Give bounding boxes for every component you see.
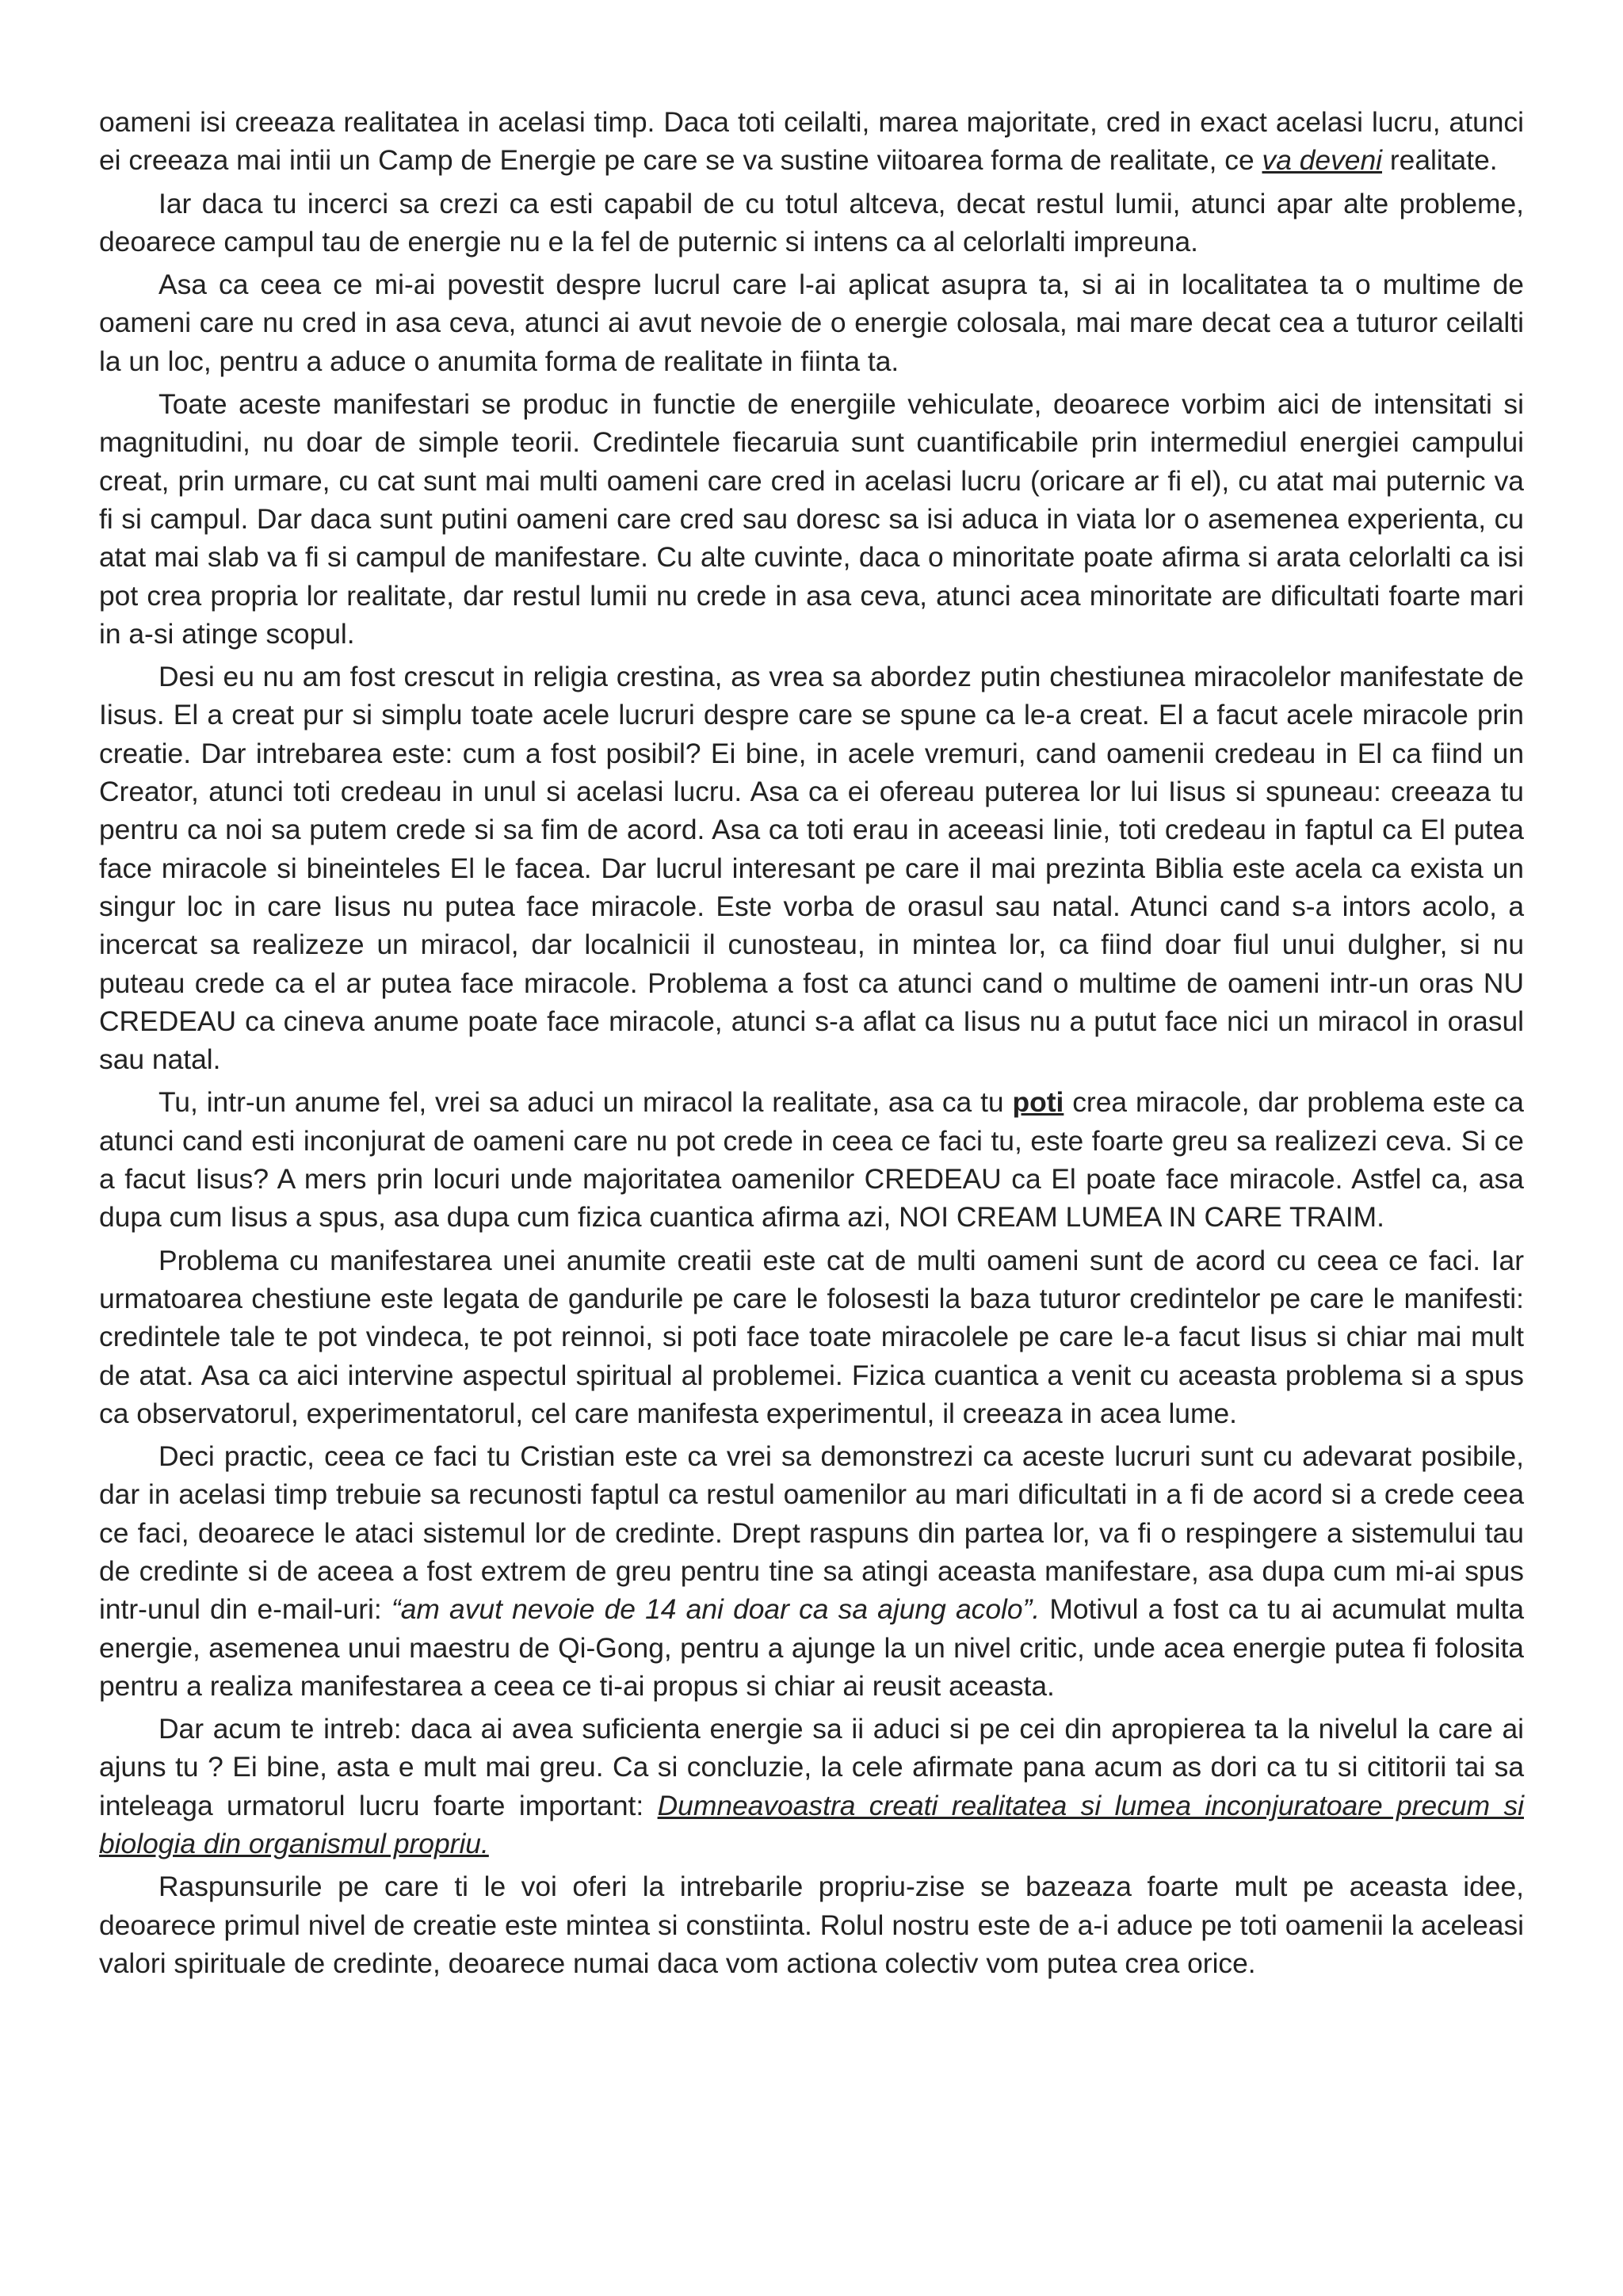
paragraph-6-text: Tu, intr-un anume fel, vrei sa aduci un miracol la realitate, asa ca tu xyxy=(158,1086,1013,1119)
paragraph-8-text-end: Motivul a fost ca tu ai acumulat multa energie, asemenea unui maestru de Qi-Gong, pentru a ajunge la un nivel critic, unde acea energie putea fi folosita pentru a realiza manifestarea a ceea ce ti-ai propus si chiar ai reusit aceasta. xyxy=(99,1593,1524,1702)
paragraph-9 xyxy=(99,1710,1524,1863)
paragraph-1-text-end: realitate. xyxy=(1382,144,1498,177)
paragraph-1-emphasis: va deveni xyxy=(1262,144,1383,177)
paragraph-3: Asa ca ceea ce mi-ai povestit despre lucrul care l-ai aplicat asupra ta, si ai in localitatea ta o multime de oameni care nu cred in asa ceva, atunci ai avut nevoie de o energie colosala, mai mare decat cea a tuturor ceilalti la un loc, pentru a aduce o anumita forma de realitate in fiinta ta. xyxy=(99,269,1524,377)
paragraph-8-text: Deci practic, ceea ce faci tu Cristian este ca vrei sa demonstrezi ca aceste lucruri sunt cu adevarat posibile, dar in acelasi timp trebuie sa recunosti faptul ca restul oamenilor au mari dificultati in a fi de acord si a crede ceea ce faci, deoarece le ataci sistemul lor de credinte. Drept raspuns din partea lor, va fi o respingere a sistemului tau de credinte si de aceea a fost extrem de greu pentru tine sa atingi aceasta manifestare, asa dupa cum mi-ai spus intr-unul din e-mail-uri: xyxy=(99,1440,1524,1626)
paragraph-1-text: oameni isi creeaza realitatea in acelasi timp. Daca toti ceilalti, marea majoritate, cred in exact acelasi lucru, atunci ei creeaza mai intii un Camp de Energie pe care se va sustine viitoarea forma de realitate, ce xyxy=(99,106,1524,177)
paragraph-8-quote: “am avut nevoie de 14 ani doar ca sa ajung acolo”. xyxy=(391,1593,1041,1626)
paragraph-5: Desi eu nu am fost crescut in religia crestina, as vrea sa abordez putin chestiunea miracolelor manifestate de Iisus. El a creat pur si simplu toate acele lucruri despre care se spune ca le-a creat. El a facut acele miracole prin creatie. Dar intrebarea este: cum a fost posibil? Ei bine, in acele vremuri, cand oamenii credeau in El ca fiind un Creator, atunci toti credeau in unul si acelasi lucru. Asa ca ei ofereau puterea lor lui Iisus si spuneau: creeaza tu pentru ca noi sa putem crede si sa fim de acord. Asa ca toti erau in aceeasi linie, toti credeau in faptul ca El putea face miracole si bineinteles El le facea. Dar lucrul interesant pe care il mai prezinta Biblia este acela ca exista un singur loc in care Iisus nu putea face miracole. Este vorba de orasul sau natal. Atunci cand s-a intors acolo, a incercat sa realizeze un miracol, dar localnicii il cunosteau, in mintea lor, ca fiind doar fiul unui dulgher, si nu puteau crede ca el ar putea face miracole. Problema a fost ca atunci cand o multime de oameni intr-un oras NU CREDEAU ca cineva anume poate face miracole, atunci s-a aflat ca Iisus nu a putut face nici un miracol in orasul sau natal. xyxy=(99,661,1524,1076)
paragraph-6-strong: poti xyxy=(1012,1086,1064,1119)
paragraph-8 xyxy=(99,1437,1524,1705)
paragraph-10: Raspunsurile pe care ti le voi oferi la intrebarile propriu-zise se bazeaza foarte mult pe aceasta idee, deoarece primul nivel de creatie este mintea si constiinta. Rolul nostru este de a-i aduce pe toti oamenii la aceleasi valori spirituale de credinte, deoarece numai daca vom actiona colectiv vom putea crea orice. xyxy=(99,1871,1524,1979)
paragraph-9-emphasis: Dumneavoastra creati realitatea si lumea inconjuratoare precum si biologia din organismul propriu. xyxy=(99,1789,1524,1860)
paragraph-7: Problema cu manifestarea unei anumite creatii este cat de multi oameni sunt de acord cu ceea ce faci. Iar urmatoarea chestiune este legata de gandurile pe care le folosesti la baza tuturor credintelor pe care le manifesti: credintele tale te pot vindeca, te pot reinnoi, si poti face toate miracolele pe care le-a facut Iisus si chiar mai mult de atat. Asa ca aici intervine aspectul spiritual al problemei. Fizica cuantica a venit cu aceasta problema si a spus ca observatorul, experimentatorul, cel care manifesta experimentul, il creeaza in acea lume. xyxy=(99,1244,1524,1429)
paragraph-4: Toate aceste manifestari se produc in functie de energiile vehiculate, deoarece vorbim aici de intensitati si magnitudini, nu doar de simple teorii. Credintele fiecaruia sunt cuantificabile prin intermediul energiei campului creat, prin urmare, cu cat sunt mai multi oameni care cred in acelasi lucru (oricare ar fi el), cu atat mai puternic va fi si campul. Dar daca sunt putini oameni care cred sau doresc sa isi aduca in viata lor o asemenea experienta, cu atat mai slab va fi si campul de manifestare. Cu alte cuvinte, daca o minoritate poate afirma si arata celorlalti ca isi pot crea propria lor realitate, dar restul lumii nu crede in asa ceva, atunci acea minoritate are dificultati foarte mari in a-si atinge scopul. xyxy=(99,388,1524,650)
paragraph-9-text: Dar acum te intreb: daca ai avea suficienta energie sa ii aduci si pe cei din apropierea ta la nivelul la care ai ajuns tu ? Ei bine, asta e mult mai greu. Ca si concluzie, la cele afirmate pana acum as dori ca tu si cititorii tai sa inteleaga urmatorul lucru foarte important: xyxy=(99,1713,1524,1821)
paragraph-6-text-end: crea miracole, dar problema este ca atunci cand esti inconjurat de oameni care nu pot crede in ceea ce faci tu, este foarte greu sa realizezi ceva. Si ce a facut Iisus? A mers prin locuri unde majoritatea oamenilor CREDEAU ca El poate face miracole. Astfel ca, asa dupa cum Iisus a spus, asa dupa cum fizica cuantica afirma azi, NOI CREAM LUMEA IN CARE TRAIM. xyxy=(99,1086,1524,1234)
paragraph-2: Iar daca tu incerci sa crezi ca esti capabil de cu totul altceva, decat restul lumii, atunci apar alte probleme, deoarece campul tau de energie nu e la fel de puternic si intens ca al celorlalti impreuna. xyxy=(99,187,1524,257)
paragraph-6 xyxy=(99,1083,1524,1236)
paragraph-1 xyxy=(99,103,1524,180)
document-page xyxy=(99,103,1524,1987)
